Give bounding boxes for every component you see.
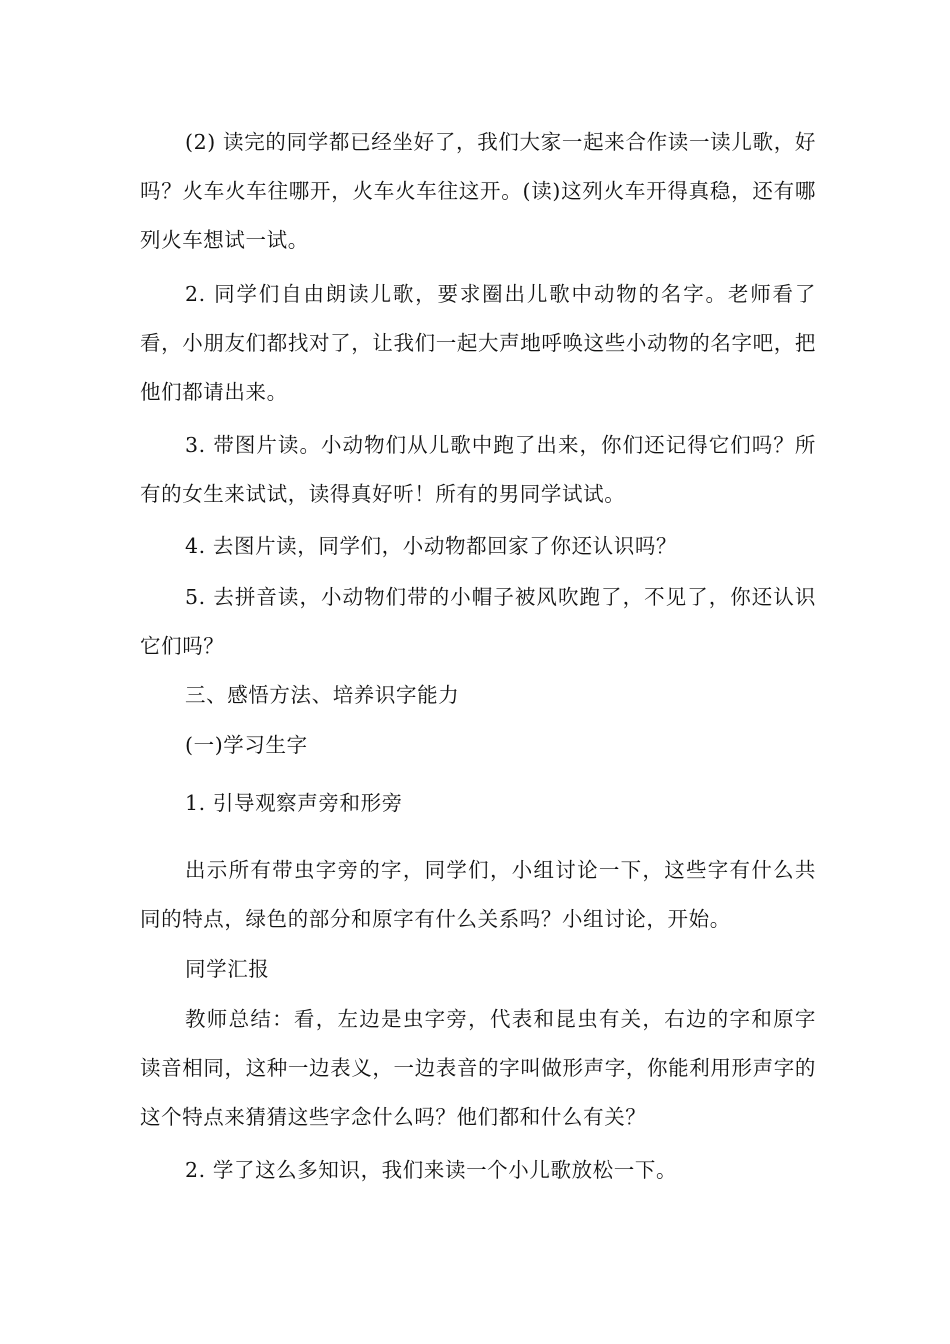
paragraph-step-4-without-pictures: 4. 去图片读，同学们，小动物都回家了你还认识吗？ — [185, 534, 678, 558]
subsection-heading-1: (一)学习生字 — [185, 733, 308, 757]
paragraph-reading-together: (2) 读完的同学都已经坐好了，我们大家一起来合作读一读儿歌，好吗？火车火车往哪开，火车火车往这开。(读)这列火车开得真稳，还有哪列火车想试一试。 — [140, 130, 816, 252]
section-heading-3: 三、感悟方法、培养识字能力 — [185, 683, 460, 707]
paragraph-insect-radical-discussion: 出示所有带虫字旁的字，同学们，小组讨论一下，这些字有什么共同的特点，绿色的部分和原字有什么关系吗？小组讨论，开始。 — [140, 858, 816, 931]
paragraph-step-3-picture-reading: 3. 带图片读。小动物们从儿歌中跑了出来，你们还记得它们吗？所有的女生来试试，读得真好听！所有的男同学试试。 — [140, 433, 816, 506]
paragraph-observe-radicals: 1. 引导观察声旁和形旁 — [185, 791, 403, 815]
paragraph-student-report: 同学汇报 — [185, 957, 270, 981]
paragraph-step-2-free-reading: 2. 同学们自由朗读儿歌，要求圈出儿歌中动物的名字。老师看了看，小朋友们都找对了，让我们一起大声地呼唤这些小动物的名字吧，把他们都请出来。 — [140, 282, 816, 404]
paragraph-step-2-rhyme: 2. 学了这么多知识，我们来读一个小儿歌放松一下。 — [185, 1158, 678, 1182]
paragraph-step-5-without-pinyin: 5. 去拼音读，小动物们带的小帽子被风吹跑了，不见了，你还认识它们吗？ — [140, 585, 816, 658]
paragraph-teacher-summary: 教师总结：看，左边是虫字旁，代表和昆虫有关，右边的字和原字读音相同，这种一边表义，一边表音的字叫做形声字，你能利用形声字的这个特点来猜猜这些字念什么吗？他们都和什么有关？ — [140, 1007, 816, 1129]
